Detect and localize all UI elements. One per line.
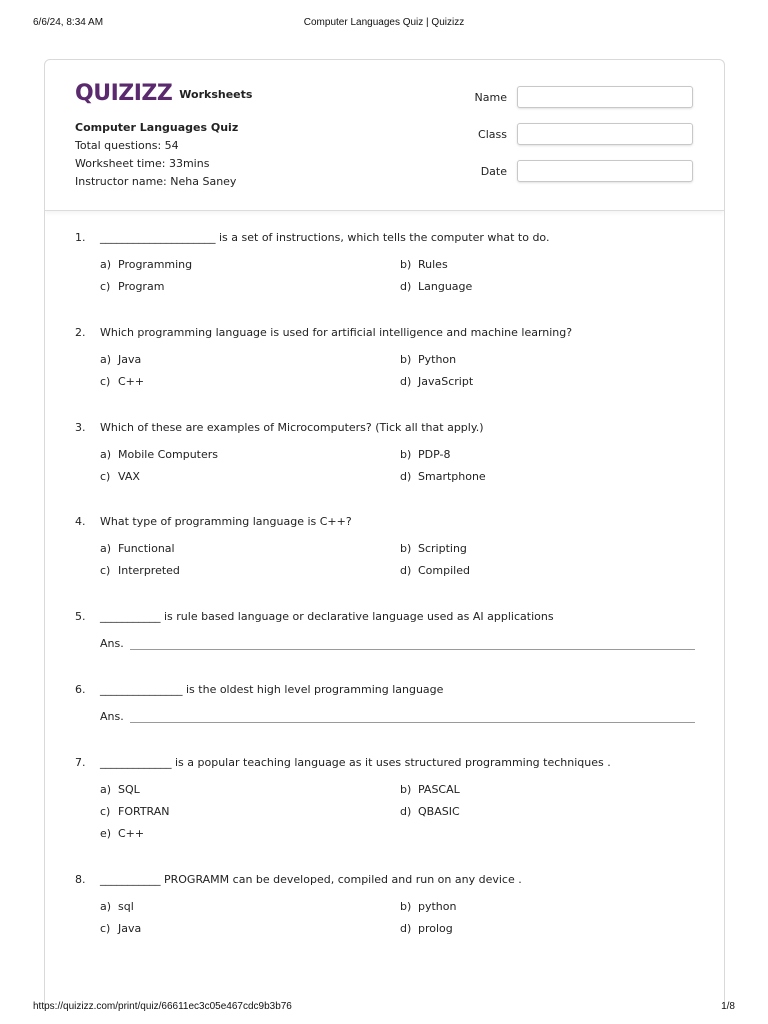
worksheet-header: [45, 60, 724, 211]
question-text: ___________ is rule based language or declarative language used as AI applications: [100, 610, 554, 623]
option-key: c): [100, 564, 111, 577]
option-key: d): [400, 375, 412, 388]
option-text: Programming: [118, 258, 193, 271]
option-key: d): [400, 805, 412, 818]
option-text: Program: [118, 280, 165, 293]
quiz-title: Computer Languages Quiz: [75, 121, 239, 134]
print-url: https://quizizz.com/print/quiz/66611ec3c05e467cdc9b3b76: [33, 1001, 292, 1012]
answer-row: [100, 710, 695, 723]
name-row: [475, 86, 693, 108]
option-text: Mobile Computers: [118, 448, 218, 461]
class-label: Class: [478, 127, 507, 141]
option-key: d): [400, 564, 412, 577]
option-b[interactable]: [400, 541, 700, 557]
option-b[interactable]: [400, 257, 700, 273]
option-a[interactable]: [100, 782, 400, 798]
question-1: [75, 231, 695, 295]
option-b[interactable]: [400, 899, 700, 915]
option-d[interactable]: [400, 563, 700, 579]
question-7: [75, 756, 695, 842]
question-number: 2.: [75, 326, 86, 339]
option-key: c): [100, 375, 111, 388]
date-row: [475, 160, 693, 182]
question-number: 3.: [75, 421, 86, 434]
option-d[interactable]: [400, 374, 700, 390]
option-text: Scripting: [418, 542, 467, 555]
question-text: _____________ is a popular teaching language as it uses structured programming techniques .: [100, 756, 611, 769]
print-header: [0, 0, 768, 40]
worksheet: [44, 59, 725, 1009]
option-key: a): [100, 448, 112, 461]
option-c[interactable]: [100, 279, 400, 295]
option-text: SQL: [118, 783, 140, 796]
option-c[interactable]: [100, 921, 400, 937]
option-key: b): [400, 448, 412, 461]
option-text: JavaScript: [418, 375, 474, 388]
option-text: VAX: [118, 470, 140, 483]
option-a[interactable]: [100, 541, 400, 557]
question-8: [75, 873, 695, 937]
option-text: Interpreted: [118, 564, 180, 577]
option-b[interactable]: [400, 352, 700, 368]
option-text: Compiled: [418, 564, 470, 577]
option-text: Functional: [118, 542, 175, 555]
option-text: QBASIC: [418, 805, 460, 818]
option-text: PDP-8: [418, 448, 451, 461]
question-3: [75, 421, 695, 485]
instructor-name: Instructor name: Neha Saney: [75, 175, 237, 188]
question-text: Which programming language is used for artificial intelligence and machine learning?: [100, 326, 573, 339]
option-text: sql: [118, 900, 134, 913]
print-title: Computer Languages Quiz | Quizizz: [303, 17, 465, 28]
question-number: 1.: [75, 231, 86, 244]
answer-row: [100, 637, 695, 650]
option-key: a): [100, 353, 112, 366]
question-6: [75, 683, 695, 723]
print-footer: [0, 994, 768, 1024]
options: [100, 352, 695, 390]
question-number: 6.: [75, 683, 86, 696]
option-key: d): [400, 470, 412, 483]
answer-label: Ans.: [100, 710, 124, 723]
question-text: Which of these are examples of Microcomputers? (Tick all that apply.): [100, 421, 484, 434]
option-key: c): [100, 470, 111, 483]
question-number: 4.: [75, 515, 86, 528]
options: [100, 782, 695, 842]
option-key: c): [100, 280, 111, 293]
option-c[interactable]: [100, 469, 400, 485]
option-a[interactable]: [100, 352, 400, 368]
option-b[interactable]: [400, 782, 700, 798]
class-field[interactable]: [517, 123, 693, 145]
student-fields: [475, 86, 693, 197]
option-a[interactable]: [100, 257, 400, 273]
option-key: a): [100, 900, 112, 913]
option-text: Language: [418, 280, 473, 293]
option-c[interactable]: [100, 804, 400, 820]
option-a[interactable]: [100, 899, 400, 915]
question-4: [75, 515, 695, 579]
options: [100, 257, 695, 295]
question-5: [75, 610, 695, 650]
answer-line[interactable]: [130, 638, 695, 650]
quizizz-logo: QUIZIZZ: [75, 81, 173, 106]
brand: [75, 81, 252, 106]
option-c[interactable]: [100, 563, 400, 579]
option-d[interactable]: [400, 921, 700, 937]
option-text: PASCAL: [418, 783, 460, 796]
option-key: e): [100, 827, 112, 840]
option-text: Smartphone: [418, 470, 486, 483]
option-text: Rules: [418, 258, 448, 271]
option-key: a): [100, 258, 112, 271]
option-text: C++: [118, 375, 145, 388]
total-questions: Total questions: 54: [75, 139, 179, 152]
question-text: ___________ PROGRAMM can be developed, compiled and run on any device .: [100, 873, 522, 886]
option-key: b): [400, 900, 412, 913]
question-text: What type of programming language is C++?: [100, 515, 352, 528]
options: [100, 541, 695, 579]
option-key: d): [400, 280, 412, 293]
option-text: prolog: [418, 922, 453, 935]
option-key: b): [400, 783, 412, 796]
question-text: _______________ is the oldest high level programming language: [100, 683, 444, 696]
date-field[interactable]: [517, 160, 693, 182]
option-text: C++: [118, 827, 145, 840]
option-a[interactable]: [100, 447, 400, 463]
option-c[interactable]: [100, 374, 400, 390]
option-b[interactable]: [400, 447, 700, 463]
option-text: python: [418, 900, 457, 913]
option-text: FORTRAN: [118, 805, 170, 818]
option-key: a): [100, 542, 112, 555]
answer-label: Ans.: [100, 637, 124, 650]
worksheet-time: Worksheet time: 33mins: [75, 157, 210, 170]
class-row: [475, 123, 693, 145]
option-key: a): [100, 783, 112, 796]
question-number: 8.: [75, 873, 86, 886]
option-e[interactable]: [100, 826, 400, 842]
option-text: Python: [418, 353, 457, 366]
option-key: c): [100, 805, 111, 818]
question-number: 5.: [75, 610, 86, 623]
options: [100, 447, 695, 485]
option-key: b): [400, 353, 412, 366]
question-2: [75, 326, 695, 390]
date-label: Date: [480, 164, 507, 178]
answer-line[interactable]: [130, 711, 695, 723]
option-d[interactable]: [400, 469, 700, 485]
option-key: b): [400, 258, 412, 271]
options: [100, 899, 695, 937]
question-text: _____________________ is a set of instructions, which tells the computer what to do.: [100, 231, 550, 244]
name-label: Name: [474, 90, 507, 104]
question-number: 7.: [75, 756, 86, 769]
option-text: Java: [118, 353, 142, 366]
option-text: Java: [118, 922, 142, 935]
option-d[interactable]: [400, 804, 700, 820]
brand-suffix: Worksheets: [179, 88, 253, 101]
option-key: b): [400, 542, 412, 555]
quiz-meta: [75, 119, 238, 191]
print-date: 6/6/24, 8:34 AM: [33, 17, 104, 28]
option-d[interactable]: [400, 279, 700, 295]
option-key: d): [400, 922, 412, 935]
name-field[interactable]: [517, 86, 693, 108]
option-key: c): [100, 922, 111, 935]
page-number: 1/8: [721, 1001, 735, 1012]
